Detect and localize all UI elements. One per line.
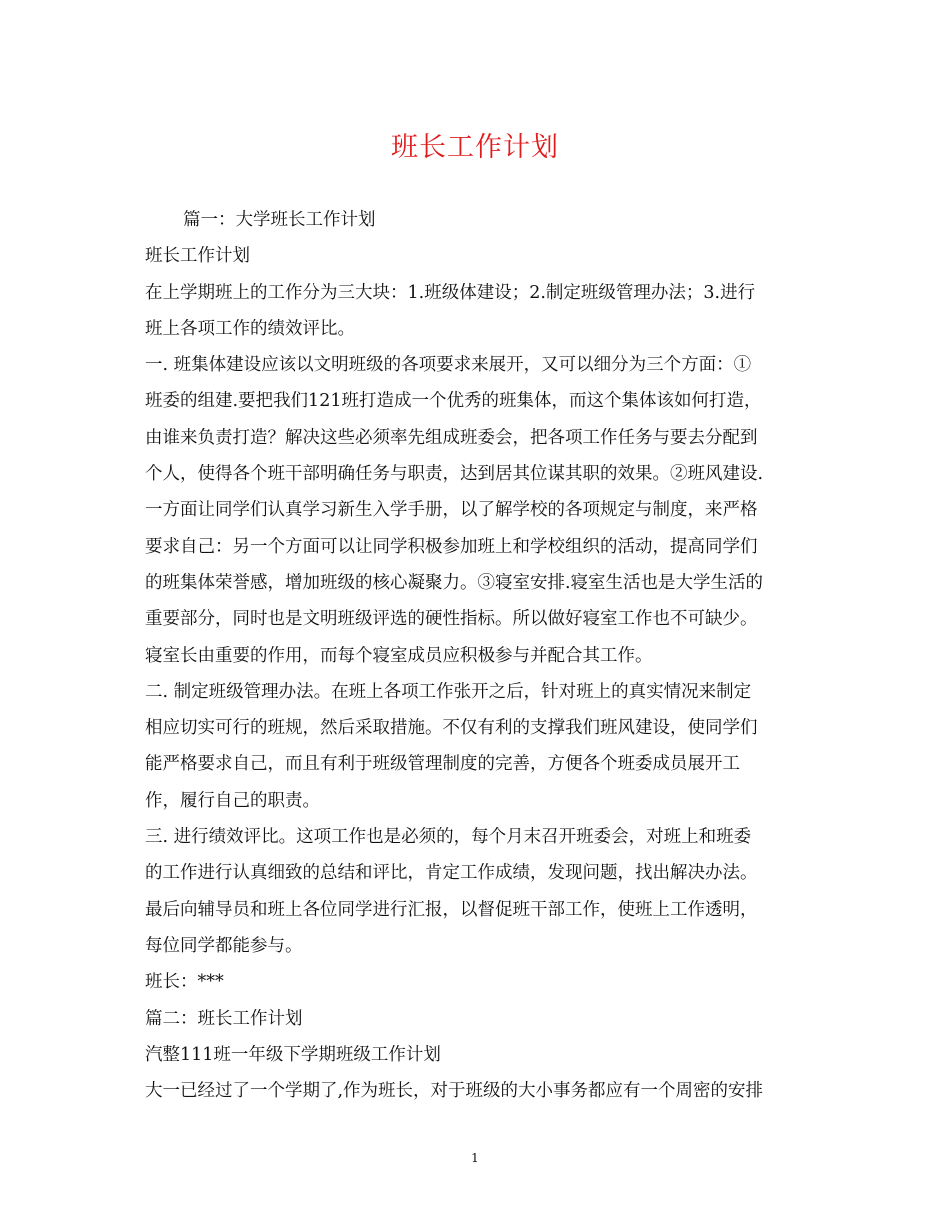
paragraph-line: 相应切实可行的班规，然后采取措施。不仅有利的支撑我们班风建设，使同学们: [145, 718, 758, 739]
paragraph-line: 班上各项工作的绩效评比。: [145, 318, 355, 339]
paragraph-line: 作，履行自己的职责。: [145, 790, 320, 811]
paragraph-line: 要求自己：另一个方面可以让同学积极参加班上和学校组织的活动，提高同学们: [145, 536, 758, 557]
paragraph-line: 班长工作计划: [145, 246, 250, 267]
paragraph-line: 大一已经过了一个学期了,作为班长，对于班级的大小事务都应有一个周密的安排: [145, 1081, 764, 1102]
paragraph-line: 一. 班集体建设应该以文明班级的各项要求来展开，又可以细分为三个方面：①: [145, 355, 752, 376]
paragraph-line: 每位同学都能参与。: [145, 935, 303, 956]
paragraph-line: 由谁来负责打造？解决这些必须率先组成班委会，把各项工作任务与要去分配到: [145, 427, 758, 448]
paragraph-line: 三. 进行绩效评比。这项工作也是必须的，每个月末召开班委会，对班上和班委: [145, 827, 752, 848]
paragraph-line: 重要部分，同时也是文明班级评选的硬性指标。所以做好寝室工作也不可缺少。: [145, 609, 758, 630]
page-number: 1: [471, 1151, 479, 1165]
paragraph-line: 汽整111班一年级下学期班级工作计划: [145, 1044, 441, 1065]
paragraph-line: 一方面让同学们认真学习新生入学手册，以了解学校的各项规定与制度，来严格: [145, 500, 758, 521]
signature-line: 班长：***: [145, 972, 224, 993]
paragraph-line: 个人，使得各个班干部明确任务与职责，达到居其位谋其职的效果。②班风建设.: [145, 464, 764, 485]
section-heading-1: 篇一：大学班长工作计划: [183, 210, 376, 230]
paragraph-line: 最后向辅导员和班上各位同学进行汇报，以督促班干部工作，使班上工作透明，: [145, 899, 758, 920]
document-title: 班长工作计划: [391, 132, 559, 163]
paragraph-line: 寝室长由重要的作用，而每个寝室成员应积极参与并配合其工作。: [145, 645, 653, 666]
paragraph-line: 的工作进行认真细致的总结和评比，肯定工作成绩，发现问题，找出解决办法。: [145, 863, 758, 884]
paragraph-line: 能严格要求自己，而且有利于班级管理制度的完善，方便各个班委成员展开工: [145, 754, 740, 775]
section-heading-2: 篇二：班长工作计划: [145, 1008, 303, 1029]
paragraph-line: 二. 制定班级管理办法。在班上各项工作张开之后，针对班上的真实情况来制定: [145, 681, 752, 702]
paragraph-line: 在上学期班上的工作分为三大块：1.班级体建设；2.制定班级管理办法；3.进行: [145, 282, 756, 303]
paragraph-line: 班委的组建.要把我们121班打造成一个优秀的班集体，而这个集体该如何打造，: [145, 391, 762, 412]
paragraph-line: 的班集体荣誉感，增加班级的核心凝聚力。③寝室安排.寝室生活也是大学生活的: [145, 572, 764, 593]
document-body: [145, 202, 811, 1109]
